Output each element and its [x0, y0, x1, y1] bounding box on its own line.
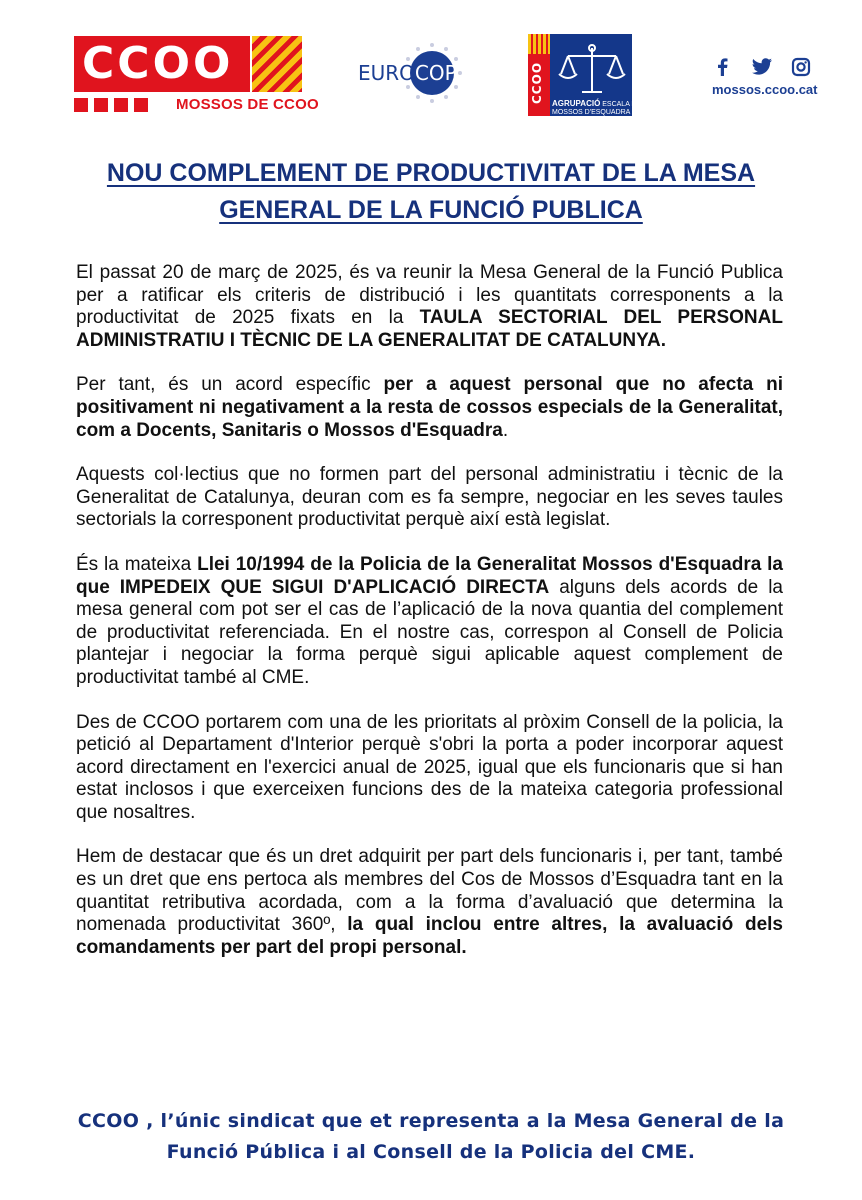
eurocop-logo	[352, 40, 468, 106]
instagram-icon[interactable]	[792, 58, 810, 76]
ccoo-logo	[74, 36, 319, 114]
paragraph-2: Per tant, és un acord específic per a aquest personal que no afecta ni positivament ni negativament a la resta de cossos especials de la Generalitat, com a Docents, Sanitaris o Mossos d'Esquadra.	[76, 374, 783, 441]
agrupacio-logo	[528, 34, 673, 116]
footer-slogan: CCOO , l’únic sindicat que et representa a la Mesa General de la Funció Pública i al Consell de la Policia del CME.	[77, 1110, 785, 1163]
agrupacio-label: AGRUPACIÓ ESCALA DE SUPORT MOSSOS D'ESQUADRA	[552, 99, 673, 116]
paragraph-3: Aquests col·lectius que no formen part del personal administratiu i tècnic de la Generalitat de Catalunya, deuran com es fa sempre, negociar en les seves taules sectorials la corresponent productivitat perquè així està legislat.	[76, 464, 783, 531]
eurocop-wordmark: EUROCOP	[358, 61, 457, 85]
ccoo-logo-box	[74, 36, 250, 92]
document-title: NOU COMPLEMENT DE PRODUCTIVITAT DE LA MESA GENERAL DE LA FUNCIÓ PUBLICA	[106, 158, 756, 224]
social-block	[712, 58, 832, 97]
social-icons	[712, 58, 832, 76]
website-link[interactable]: mossos.ccoo.cat	[712, 82, 818, 97]
senyera-flag-icon	[252, 36, 302, 92]
ccoo-logo-squares	[74, 98, 148, 112]
paragraph-5: Des de CCOO portarem com una de les prioritats al pròxim Consell de la policia, la petició al Departament d'Interior perquè s'obri la porta a poder incorporar aquest acord directament en l'exercici anual de 2025, igual que els funcionaris que si han estat inclosos i que exerceixen funcions des de la mateixa categoria professional que nosaltres.	[76, 711, 783, 823]
facebook-icon[interactable]	[714, 58, 732, 76]
agrupacio-ccoo-text: CCOO	[530, 61, 544, 104]
paragraph-1: El passat 20 de març de 2025, és va reunir la Mesa General de la Funció Publica per a ratificar els criteris de distribució i les quantitats corresponents a la productivitat de 2025 fixats en la TAULA SECTORIAL DEL PERSONAL ADMINISTRATIU I TÈCNIC DE LA GENERALITAT DE CATALUNYA.	[76, 262, 783, 351]
twitter-icon[interactable]	[752, 58, 772, 76]
paragraph-6: Hem de destacar que és un dret adquirit per part dels funcionaris i, per tant, també es un dret que ens pertoca als membres del Cos de Mossos d’Esquadra tant en la quantitat retributiva acordada, com a la forma d’avaluació que determina la nomenada productivitat 360º, la qual inclou entre altres, la avaluació dels comandaments per part del propi personal.	[76, 846, 783, 958]
scales-of-justice-icon	[556, 42, 628, 98]
ccoo-logo-letters: CCOO	[82, 38, 234, 89]
ccoo-logo-subtitle: MOSSOS DE CCOO	[176, 96, 319, 113]
paragraph-4: És la mateixa Llei 10/1994 de la Policia de la Generalitat Mossos d'Esquadra la que IMPEDEIX QUE SIGUI D'APLICACIÓ DIRECTA alguns dels acords de la mesa general com pot ser el cas de l’aplicació de la nova quantia del complement de productivitat referenciada. En el nostre cas, correspon al Consell de Policia plantejar i negociar la forma perquè sigui aplicable aquest complement de productivitat també al CME.	[76, 553, 784, 688]
document-body	[76, 262, 783, 959]
agrupacio-flag-icon	[528, 34, 550, 54]
document-header	[0, 0, 862, 130]
